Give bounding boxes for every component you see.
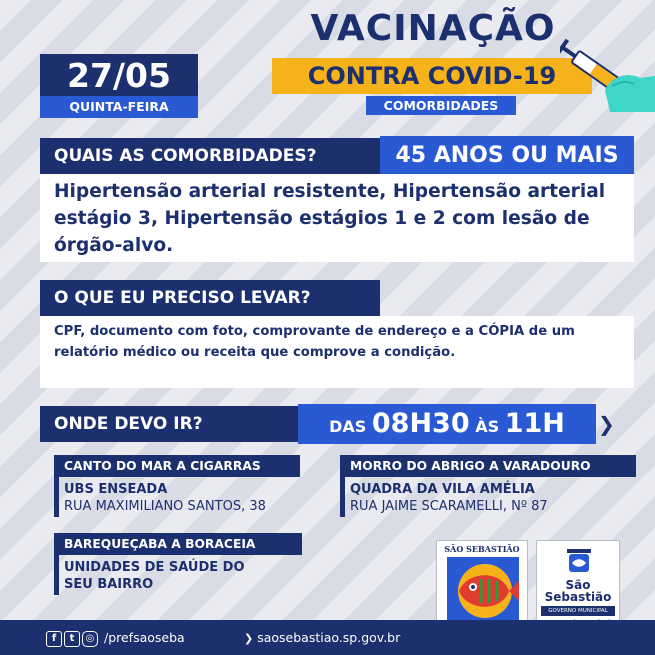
subtitle-comorbidades: COMORBIDADES [366,96,516,115]
bring-text-part1: CPF, documento com foto, comprovante de endereço e a [54,324,479,339]
question-where: ONDE DEVO IR? [40,406,298,442]
social-handle[interactable]: /prefsaoseba [103,630,185,645]
location-2-region: MORRO DO ABRIGO A VARADOURO [340,455,636,477]
time-badge [298,404,596,444]
time-end: 11H [504,408,565,439]
time-prefix: DAS [329,417,367,436]
bring-text [40,316,634,388]
title-covid: CONTRA COVID-19 [272,58,592,94]
footer [0,620,655,655]
weekday: QUINTA-FEIRA [40,96,198,118]
location-1-address: RUA MAXIMILIANO SANTOS, 38 [64,499,266,514]
crest-top-text: SÃO SEBASTIÃO [444,544,520,554]
location-card-1 [54,455,302,517]
instagram-icon[interactable]: ◎ [82,631,98,647]
location-1-details [64,481,304,515]
age-badge: 45 ANOS OU MAIS [380,136,634,176]
location-2-place: QUADRA DA VILA AMÉLIA [350,482,535,497]
pref-name-2: Sebastião [544,590,612,604]
vaccine-syringe-icon [560,20,655,112]
twitter-icon[interactable]: t [64,631,80,647]
crest-fish-icon [445,555,521,625]
location-2-address: RUA JAIME SCARAMELLI, Nº 87 [350,499,548,514]
location-2-details [350,481,636,515]
location-3-address: SEU BAIRRO [64,577,154,592]
bring-text-part2: CÓPIA de um relatório médico ou receita que comprove a condição. [54,324,575,360]
time-mid: ÀS [475,417,500,436]
time-start: 08H30 [371,408,470,439]
location-3-region: BAREQUEÇABA A BORACEIA [54,533,302,555]
location-3-place: UNIDADES DE SAÚDE DO [64,560,245,575]
title-vacinacao: VACINAÇÃO [310,8,556,49]
website [244,620,400,655]
location-card-2 [340,455,636,517]
location-1-region: CANTO DO MAR A CIGARRAS [54,455,300,477]
location-card-3 [54,533,304,595]
chevron-right-icon: ❯ [244,632,254,645]
question-comorbidities: QUAIS AS COMORBIDADES? [40,138,380,174]
location-3-details [64,559,304,593]
pref-name-1: São [565,578,591,592]
comorbidities-text: Hipertensão arterial resistente, Hipertensão arterial estágio 3, Hipertensão estágios 1 e 2 com lesão de órgão-alvo. [40,174,634,262]
question-bring: O QUE EU PRECISO LEVAR? [40,280,380,316]
chevron-right-icon: ❯ [598,412,615,436]
social-links [46,620,185,655]
facebook-icon[interactable]: f [46,631,62,647]
website-link[interactable]: saosebastiao.sp.gov.br [257,630,401,645]
location-1-place: UBS ENSEADA [64,482,168,497]
date: 27/05 [67,56,171,95]
city-crest-icon [563,547,595,577]
pref-sub: GOVERNO MUNICIPAL [541,606,615,616]
